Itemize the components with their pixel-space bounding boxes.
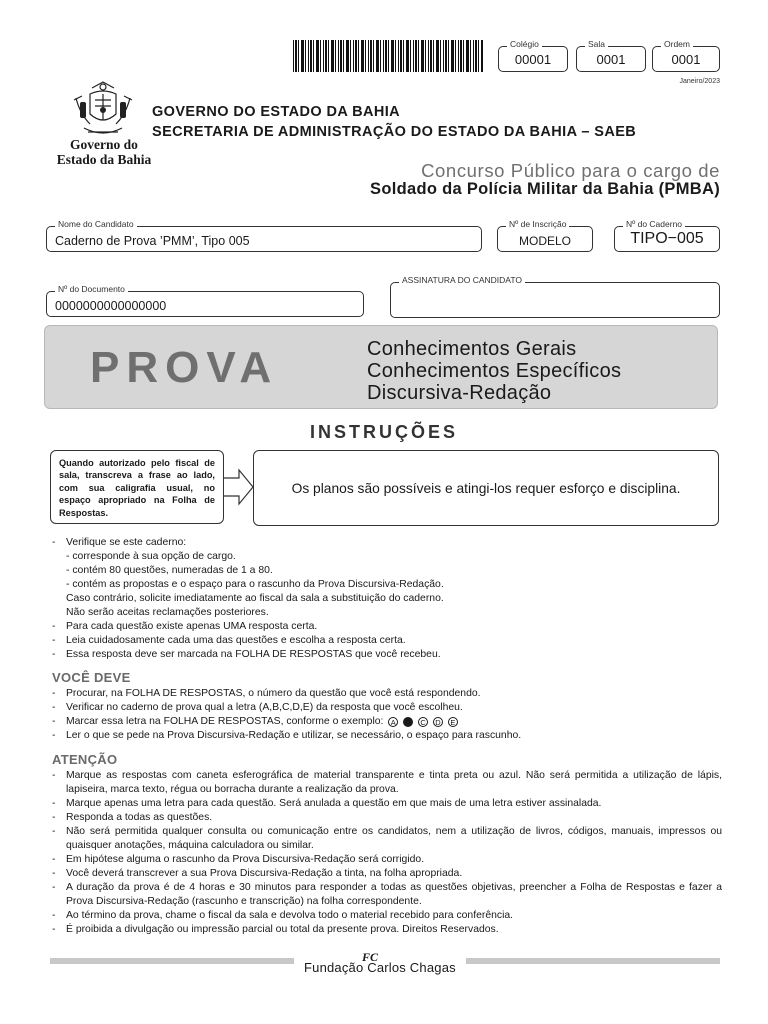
list-continuation: Não serão aceitas reclamações posteriores. bbox=[66, 607, 269, 618]
list-item: - A duração da prova é de 4 horas e 30 minutos para responder a todas as questões objetivas, preencher a Folha de Respostas e fazer a Prova Discursiva-Redação (rascunho e transcrição) na folha correspondente. bbox=[52, 881, 722, 909]
transcription-phrase: Os planos são possíveis e atingi-los requer esforço e disciplina. bbox=[253, 450, 719, 526]
list-subitem: - contém as propostas e o espaço para o rascunho da Prova Discursiva-Redação. bbox=[66, 579, 444, 590]
list-item: - Ao término da prova, chame o fiscal da sala e devolva todo o material recebido para conferência. bbox=[52, 909, 722, 923]
colegio-label: Colégio bbox=[507, 39, 542, 49]
list-subitem: - contém 80 questões, numeradas de 1 a 80. bbox=[66, 565, 273, 576]
verifique-list bbox=[52, 536, 722, 662]
atencao-heading: ATENÇÃO bbox=[52, 752, 118, 767]
list-item: - Procurar, na FOLHA DE RESPOSTAS, o número da questão que você está respondendo. bbox=[52, 687, 722, 701]
bubble-a: A bbox=[388, 717, 398, 727]
sala-value: 0001 bbox=[596, 52, 626, 67]
prova-topic-gerais: Conhecimentos Gerais bbox=[367, 338, 577, 360]
government-logo-text bbox=[48, 137, 160, 167]
caderno-field bbox=[614, 219, 720, 252]
nome-field bbox=[46, 219, 482, 252]
list-item-example bbox=[52, 715, 722, 729]
bubble-e: E bbox=[448, 717, 458, 727]
transcription-note: Quando autorizado pelo fiscal de sala, transcreva a frase ao lado, com sua caligrafia usual, no espaço apropriado na Folha de Respostas. bbox=[50, 450, 224, 524]
list-item: - Responda a todas as questões. bbox=[52, 811, 722, 825]
prova-topics bbox=[367, 338, 621, 404]
ordem-box bbox=[652, 39, 720, 72]
assinatura-label: ASSINATURA DO CANDIDATO bbox=[399, 275, 525, 285]
inscricao-label: Nº de Inscrição bbox=[506, 219, 569, 229]
gov-line1: Governo do bbox=[70, 137, 138, 152]
documento-field bbox=[46, 284, 364, 317]
arrow-right-icon bbox=[223, 468, 255, 506]
bubble-c: C bbox=[418, 717, 428, 727]
inscricao-field bbox=[497, 219, 593, 252]
ordem-label: Ordem bbox=[661, 39, 693, 49]
voce-deve-heading: VOCÊ DEVE bbox=[52, 670, 131, 685]
colegio-box bbox=[498, 39, 568, 72]
assinatura-field bbox=[390, 275, 720, 318]
sala-box bbox=[576, 39, 646, 72]
header-line1: GOVERNO DO ESTADO DA BAHIA bbox=[152, 104, 401, 120]
caderno-value: TIPO−005 bbox=[630, 230, 704, 247]
coat-of-arms-icon bbox=[70, 80, 136, 142]
list-continuation: Caso contrário, solicite imediatamente ao fiscal da sala a substituição do caderno. bbox=[66, 593, 444, 604]
list-item: - Não será permitida qualquer consulta ou comunicação entre os candidatos, nem a utilização de livros, códigos, manuais, impressos ou quaisquer anotações, máquina calculadora ou similar. bbox=[52, 825, 722, 853]
list-item: - Verifique se este caderno: bbox=[52, 536, 722, 550]
documento-label: Nº do Documento bbox=[55, 284, 128, 294]
list-item: - Essa resposta deve ser marcada na FOLHA DE RESPOSTAS que você recebeu. bbox=[52, 648, 722, 662]
nome-value: Caderno de Prova ’PMM’, Tipo 005 bbox=[55, 234, 250, 248]
colegio-value: 00001 bbox=[514, 52, 552, 67]
inscricao-value: MODELO bbox=[518, 234, 571, 248]
exam-date: Janeiro/2023 bbox=[679, 78, 720, 85]
voce-deve-list bbox=[52, 687, 722, 743]
footer-rule-right bbox=[466, 958, 720, 964]
example-text: Marcar essa letra na FOLHA DE RESPOSTAS, conforme o exemplo: bbox=[66, 716, 384, 727]
instrucoes-title: INSTRUÇÕES bbox=[309, 422, 458, 442]
fcc-logo-mark: FC bbox=[362, 950, 379, 964]
prova-topic-especificos: Conhecimentos Específicos bbox=[367, 360, 622, 382]
caderno-label: Nº do Caderno bbox=[623, 219, 685, 229]
prova-word: PROVA bbox=[90, 343, 279, 392]
prova-topic-redacao: Discursiva-Redação bbox=[367, 382, 552, 404]
nome-label: Nome do Candidato bbox=[55, 219, 137, 229]
list-item: - Verificar no caderno de prova qual a letra (A,B,C,D,E) da resposta que você escolheu. bbox=[52, 701, 722, 715]
concurso-cargo: Soldado da Polícia Militar da Bahia (PMBA) bbox=[370, 180, 720, 198]
documento-value: 0000000000000000 bbox=[55, 299, 167, 313]
list-item: - Para cada questão existe apenas UMA resposta certa. bbox=[52, 620, 722, 634]
gov-line2: Estado da Bahia bbox=[56, 152, 152, 167]
header-line2: SECRETARIA DE ADMINISTRAÇÃO DO ESTADO DA BAHIA – SAEB bbox=[152, 124, 637, 140]
footer-rule-left bbox=[50, 958, 294, 964]
list-subitem: - corresponde à sua opção de cargo. bbox=[66, 551, 236, 562]
list-item: - Em hipótese alguma o rascunho da Prova Discursiva-Redação será corrigido. bbox=[52, 853, 722, 867]
list-item: - Você deverá transcrever a sua Prova Discursiva-Redação a tinta, na folha apropriada. bbox=[52, 867, 722, 881]
list-item: - Ler o que se pede na Prova Discursiva-Redação e utilizar, se necessário, o espaço para rascunho. bbox=[52, 729, 722, 743]
concurso-title: Concurso Público para o cargo de bbox=[421, 160, 720, 181]
list-item: - Leia cuidadosamente cada uma das questões e escolha a resposta certa. bbox=[52, 634, 722, 648]
fcc-logo-text: Fundação Carlos Chagas bbox=[304, 960, 456, 975]
bubble-b-filled: B bbox=[403, 717, 413, 727]
list-item: - É proibida a divulgação ou impressão parcial ou total da presente prova. Direitos Reservados. bbox=[52, 923, 722, 937]
list-item: - Marque apenas uma letra para cada questão. Será anulada a questão em que mais de uma letra estiver assinalada. bbox=[52, 797, 722, 811]
sala-label: Sala bbox=[585, 39, 608, 49]
bubble-d: D bbox=[433, 717, 443, 727]
atencao-list bbox=[52, 769, 722, 937]
list-item: - Marque as respostas com caneta esferográfica de material transparente e tinta preta ou azul. Não será permitida a utilização de lápis, lapiseira, marca texto, régua ou borracha durante a realização da prova. bbox=[52, 769, 722, 797]
barcode bbox=[293, 40, 483, 72]
ordem-value: 0001 bbox=[671, 52, 701, 67]
